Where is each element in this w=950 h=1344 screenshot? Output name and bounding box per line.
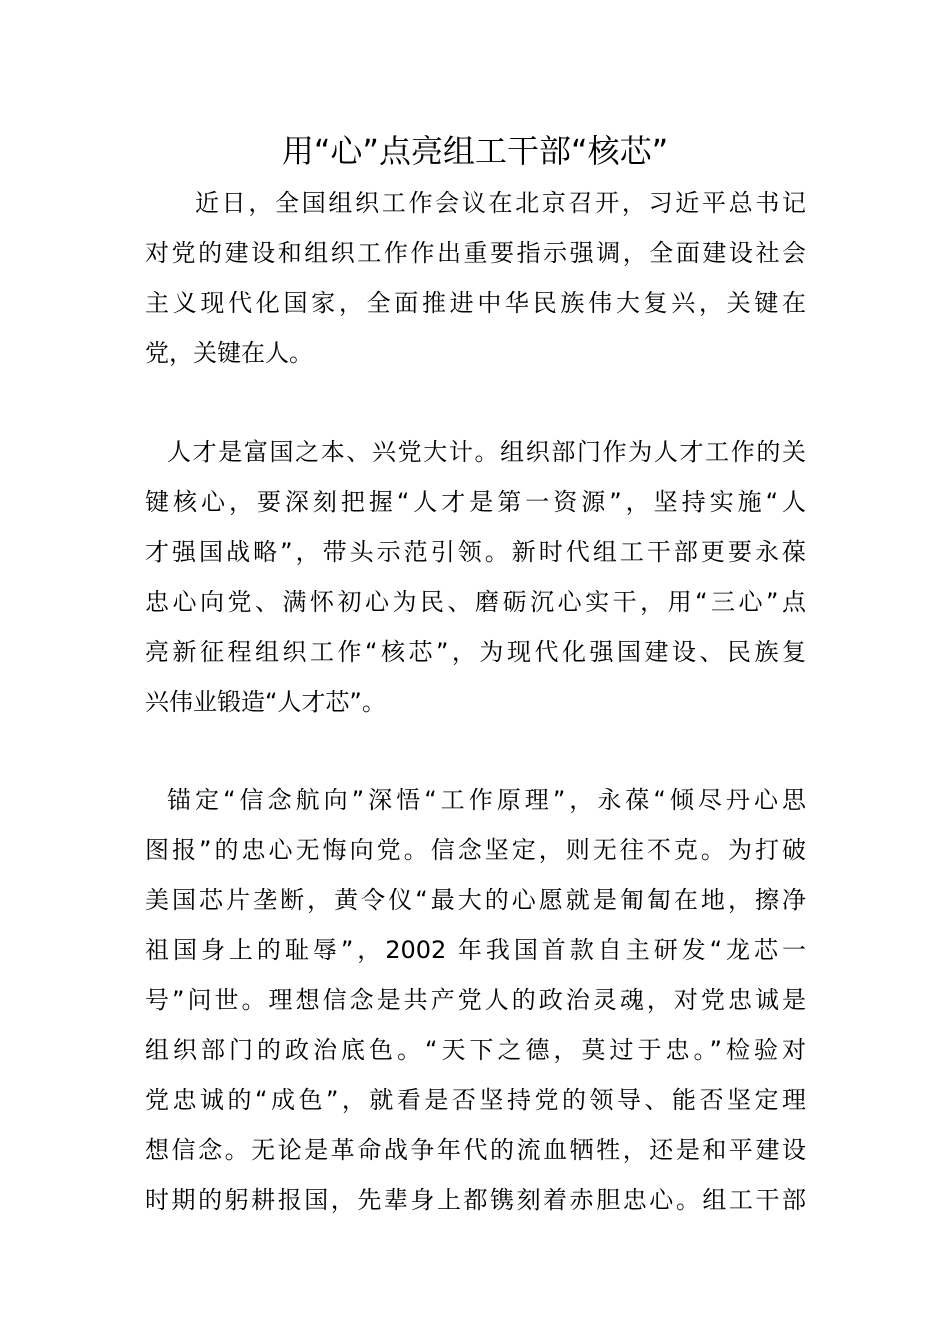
paragraph-line: 兴伟业锻造“人才芯”。 [145, 688, 386, 716]
paragraph-line: 美国芯片垄断，黄令仪“最大的心愿就是匍匐在地，擦净 [145, 886, 806, 914]
paragraph-line: 人才是富国之本、兴党大计。组织部门作为人才工作的关 [167, 438, 806, 466]
paragraph-line: 主义现代化国家，全面推进中华民族伟大复兴，关键在 [145, 289, 806, 317]
paragraph-3 [145, 775, 806, 1225]
paragraph-line: 忠心向党、满怀初心为民、磨砺沉心实干，用“三心”点 [145, 588, 806, 616]
paragraph-line: 图报”的忠心无悔向党。信念坚定，则无往不克。为打破 [145, 836, 806, 864]
paragraph-line: 近日，全国组织工作会议在北京召开，习近平总书记 [195, 189, 806, 217]
document-title: 用“心”点亮组工干部“核芯” [281, 132, 669, 170]
paragraph-2 [145, 427, 806, 727]
paragraph-line: 想信念。无论是革命战争年代的流血牺牲，还是和平建设 [145, 1136, 806, 1164]
paragraph-line: 键核心，要深刻把握“人才是第一资源”，坚持实施“人 [145, 488, 806, 516]
paragraph-1 [145, 178, 806, 378]
paragraph-line: 号”问世。理想信念是共产党人的政治灵魂，对党忠诚是 [145, 986, 806, 1014]
paragraph-line: 组织部门的政治底色。“天下之德，莫过于忠。”检验对 [145, 1036, 806, 1064]
paragraph-line: 对党的建设和组织工作作出重要指示强调，全面建设社会 [145, 239, 806, 267]
paragraph-line: 才强国战略”，带头示范引领。新时代组工干部更要永葆 [145, 538, 806, 566]
paragraph-line: 祖国身上的耻辱”，2002 年我国首款自主研发“龙芯一 [145, 936, 806, 964]
paragraph-line: 党，关键在人。 [145, 339, 313, 367]
paragraph-line: 亮新征程组织工作“核芯”，为现代化强国建设、民族复 [145, 638, 806, 666]
paragraph-line: 时期的躬耕报国，先辈身上都镌刻着赤胆忠心。组工干部 [145, 1186, 806, 1214]
paragraph-line: 锚定“信念航向”深悟“工作原理”，永葆“倾尽丹心思 [167, 786, 806, 814]
paragraph-line: 党忠诚的“成色”，就看是否坚持党的领导、能否坚定理 [145, 1086, 806, 1114]
